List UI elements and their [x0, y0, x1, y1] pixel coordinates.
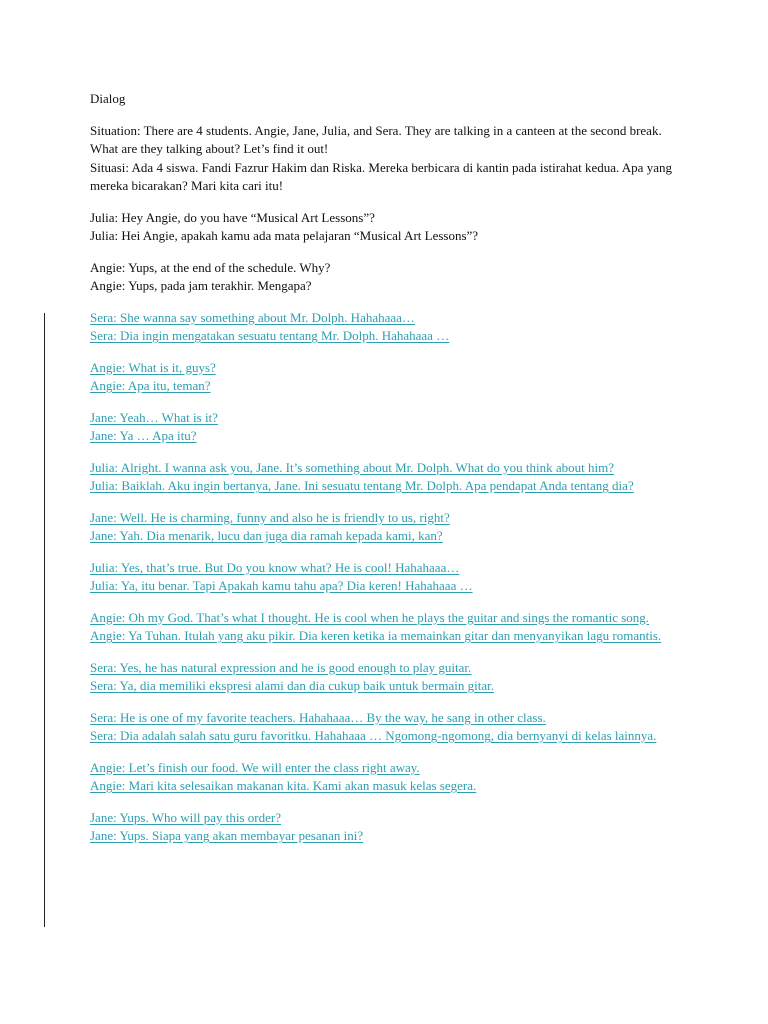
dialog-line-link[interactable]: Sera: Ya, dia memiliki ekspresi alami dan dia cukup baik untuk bermain gitar.	[90, 678, 494, 693]
dialog-line-link[interactable]: Angie: Apa itu, teman?	[90, 378, 211, 393]
dialog-paragraph	[90, 659, 690, 696]
dialog-line-link[interactable]: Jane: Yups. Who will pay this order?	[90, 809, 281, 825]
dialog-paragraph	[90, 809, 690, 846]
dialog-line-link[interactable]: Julia: Yes, that’s true. But Do you know what? He is cool! Hahahaaa…	[90, 559, 460, 575]
intro-paragraph	[90, 259, 690, 296]
text-line: Julia: Hei Angie, apakah kamu ada mata pelajaran “Musical Art Lessons”?	[90, 228, 479, 243]
dialog-paragraph	[90, 409, 690, 446]
dialog-paragraph	[90, 609, 690, 646]
revision-change-bar	[44, 313, 45, 927]
text-line: Situasi: Ada 4 siswa. Fandi Fazrur Hakim dan Riska. Mereka berbicara di kantin pada istirahat kedua. Apa yang mereka bicarakan? Mari kita cari itu!	[90, 159, 672, 193]
intro-paragraph	[90, 122, 690, 196]
text-line: Julia: Hey Angie, do you have “Musical Art Lessons”?	[90, 209, 375, 225]
dialog-paragraph	[90, 709, 690, 746]
dialog-line-link[interactable]: Sera: Yes, he has natural expression and he is good enough to play guitar.	[90, 659, 472, 675]
dialog-paragraph	[90, 459, 690, 496]
document-page	[90, 90, 690, 859]
dialog-line-link[interactable]: Jane: Yah. Dia menarik, lucu dan juga dia ramah kepada kami, kan?	[90, 528, 443, 543]
dialog-line-link[interactable]: Julia: Baiklah. Aku ingin bertanya, Jane. Ini sesuatu tentang Mr. Dolph. Apa pendapat Anda tentang dia?	[90, 478, 634, 493]
text-line: Angie: Yups, at the end of the schedule. Why?	[90, 259, 331, 275]
dialog-line-link[interactable]: Sera: She wanna say something about Mr. Dolph. Hahahaaa…	[90, 309, 415, 325]
intro-paragraph	[90, 209, 690, 246]
dialog-line-link[interactable]: Angie: Let’s finish our food. We will enter the class right away.	[90, 759, 420, 775]
dialog-line-link[interactable]: Jane: Yeah… What is it?	[90, 409, 218, 425]
dialog-paragraph	[90, 309, 690, 346]
dialog-line-link[interactable]: Angie: Oh my God. That’s what I thought. He is cool when he plays the guitar and sings the romantic song.	[90, 609, 650, 625]
dialog-line-link[interactable]: Sera: Dia adalah salah satu guru favoritku. Hahahaaa … Ngomong-ngomong, dia bernyanyi di kelas lainnya.	[90, 728, 657, 743]
dialog-line-link[interactable]: Angie: What is it, guys?	[90, 359, 216, 375]
document-title: Dialog	[90, 91, 126, 106]
dialog-section	[90, 309, 690, 846]
dialog-paragraph	[90, 759, 690, 796]
dialog-paragraph	[90, 359, 690, 396]
dialog-line-link[interactable]: Jane: Well. He is charming, funny and also he is friendly to us, right?	[90, 509, 450, 525]
dialog-line-link[interactable]: Sera: Dia ingin mengatakan sesuatu tentang Mr. Dolph. Hahahaaa …	[90, 328, 450, 343]
dialog-line-link[interactable]: Jane: Ya … Apa itu?	[90, 428, 197, 443]
dialog-line-link[interactable]: Julia: Alright. I wanna ask you, Jane. It’s something about Mr. Dolph. What do you think about him?	[90, 459, 615, 475]
dialog-line-link[interactable]: Jane: Yups. Siapa yang akan membayar pesanan ini?	[90, 828, 364, 843]
dialog-paragraph	[90, 509, 690, 546]
dialog-line-link[interactable]: Angie: Mari kita selesaikan makanan kita. Kami akan masuk kelas segera.	[90, 778, 477, 793]
dialog-line-link[interactable]: Angie: Ya Tuhan. Itulah yang aku pikir. Dia keren ketika ia memainkan gitar dan menyanyikan lagu romantis.	[90, 628, 662, 643]
dialog-line-link[interactable]: Julia: Ya, itu benar. Tapi Apakah kamu tahu apa? Dia keren! Hahahaaa …	[90, 578, 473, 593]
text-line: Situation: There are 4 students. Angie, Jane, Julia, and Sera. They are talking in a canteen at the second break. What are they talking about? Let’s find it out!	[90, 122, 662, 156]
text-line: Angie: Yups, pada jam terakhir. Mengapa?	[90, 278, 312, 293]
intro-section	[90, 122, 690, 296]
dialog-line-link[interactable]: Sera: He is one of my favorite teachers. Hahahaaa… By the way, he sang in other class.	[90, 709, 546, 725]
dialog-paragraph	[90, 559, 690, 596]
